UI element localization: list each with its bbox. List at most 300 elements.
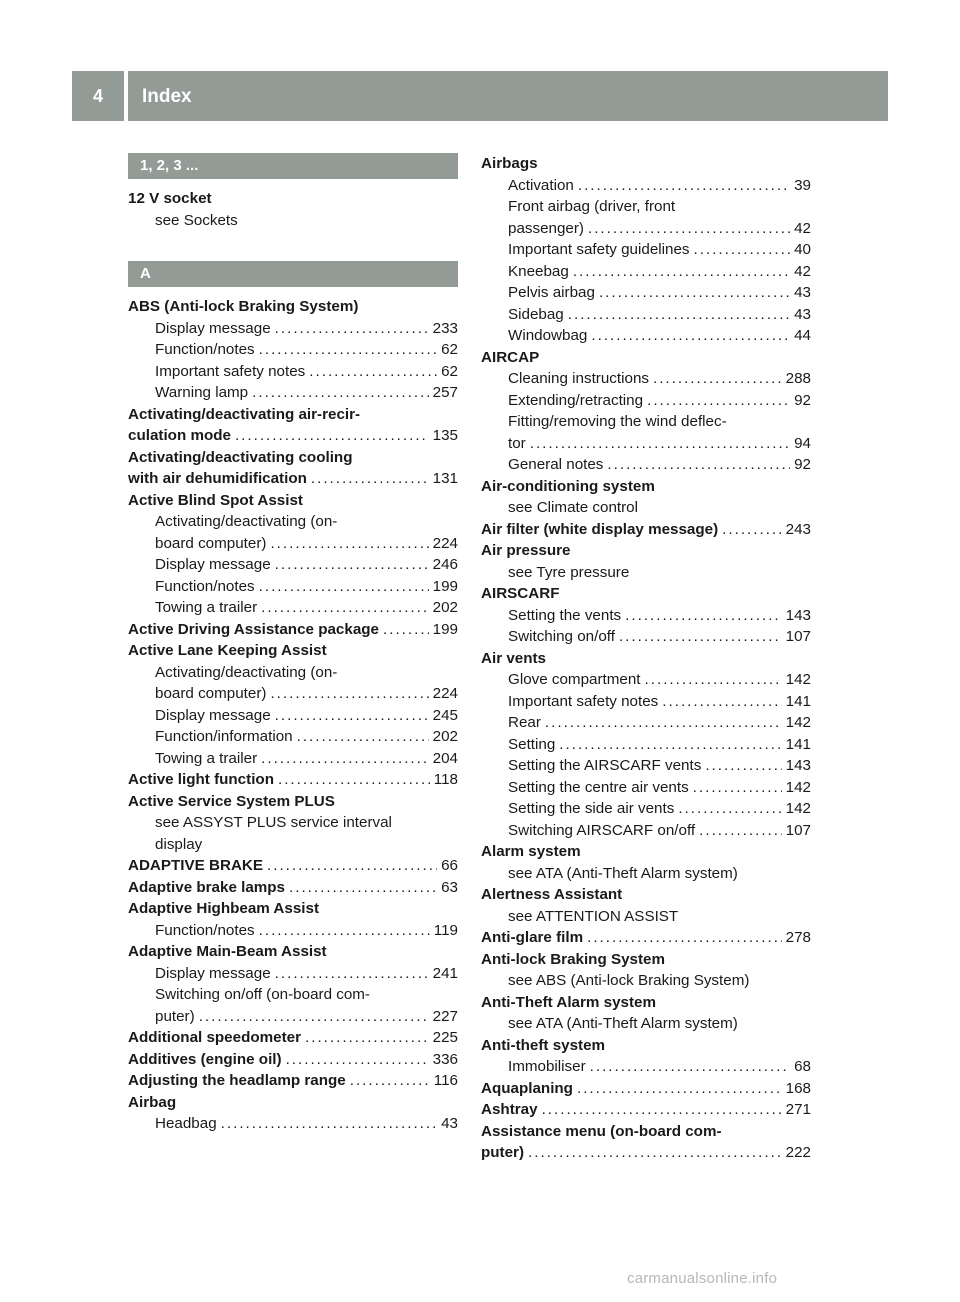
entry-heading-row	[128, 877, 458, 899]
index-entry	[481, 1035, 811, 1078]
subentry-text: Activating/deactivating (on-	[155, 663, 338, 681]
subentry	[481, 626, 811, 648]
page-reference: 168	[785, 1079, 811, 1097]
entry-heading	[128, 1092, 458, 1114]
subentry-row	[508, 282, 811, 304]
entry-heading-text: Ashtray	[481, 1101, 538, 1118]
leader-dots	[259, 576, 429, 598]
page-reference: 94	[794, 434, 811, 452]
index-entry	[128, 1092, 458, 1135]
subentry	[481, 497, 811, 519]
subentry-text: Display message	[155, 964, 271, 982]
subentry-text: Important safety guidelines	[508, 241, 690, 258]
subentry	[481, 1056, 811, 1078]
entry-heading-text: Active light function	[128, 771, 274, 788]
leader-dots	[275, 554, 429, 576]
index-entry	[481, 1121, 811, 1164]
page-reference: 43	[441, 1115, 458, 1132]
entry-heading	[128, 1027, 458, 1049]
entry-heading	[128, 898, 458, 920]
subentry-text: Towing a trailer	[155, 599, 258, 616]
subentry	[481, 304, 811, 326]
subentry-row	[508, 820, 811, 842]
entry-heading-text: Activating/deactivating cooling	[128, 448, 353, 466]
leader-dots	[305, 1027, 429, 1049]
subentry	[481, 820, 811, 842]
leader-dots	[383, 619, 429, 641]
subentry	[481, 970, 811, 992]
leader-dots	[545, 712, 782, 734]
subentry-text: Cleaning instructions	[508, 370, 649, 387]
subentry-row	[508, 1056, 811, 1078]
entry-heading-text: ADAPTIVE BRAKE	[128, 857, 264, 874]
subentry-text: see Sockets	[155, 211, 238, 229]
entry-heading-text: Additional speedometer	[128, 1029, 301, 1046]
page-reference: 42	[794, 219, 811, 237]
subentry	[481, 755, 811, 777]
subentry	[128, 705, 458, 727]
page-reference: 116	[433, 1072, 458, 1089]
subentry-text: Setting the side air vents	[508, 800, 675, 817]
subentry-text: see ATTENTION ASSIST	[508, 907, 679, 925]
index-entry	[128, 941, 458, 1027]
entry-heading-row	[128, 468, 458, 490]
page-reference: 68	[794, 1058, 811, 1075]
page-reference: 141	[785, 692, 811, 710]
index-entry	[128, 769, 458, 791]
page-reference: 202	[432, 599, 458, 616]
subentry-row	[508, 325, 811, 347]
entry-heading-text: Additives (engine oil)	[128, 1050, 282, 1068]
subentry-text: Activation	[508, 176, 574, 194]
leader-dots	[297, 726, 429, 748]
index-entry	[128, 791, 458, 856]
page-reference: 43	[794, 305, 811, 323]
leader-dots	[591, 325, 790, 347]
entry-heading-row	[128, 1070, 458, 1092]
subentry-text: Switching on/off	[508, 628, 615, 645]
subentry-row	[155, 318, 458, 340]
subentry-row	[508, 777, 811, 799]
index-entry	[481, 992, 811, 1035]
entry-heading-row	[481, 519, 811, 541]
subentry-text: Extending/retracting	[508, 391, 644, 409]
leader-dots	[693, 777, 782, 799]
entry-heading	[481, 1035, 811, 1057]
page-reference: 107	[785, 821, 811, 839]
page-reference: 222	[785, 1144, 811, 1161]
leader-dots	[578, 175, 790, 197]
subentry-text: Towing a trailer	[155, 749, 258, 767]
entry-heading-text: 12 V socket	[128, 190, 212, 207]
subentry-row	[508, 605, 811, 627]
header-divider	[124, 71, 128, 121]
leader-dots	[289, 877, 437, 899]
leader-dots	[270, 533, 428, 555]
subentry	[481, 777, 811, 799]
entry-heading-row	[481, 1142, 811, 1164]
entry-heading	[128, 1049, 458, 1071]
page-reference: 288	[785, 370, 811, 387]
leader-dots	[309, 361, 437, 383]
page-reference: 119	[433, 921, 458, 939]
leader-dots	[275, 705, 429, 727]
leader-dots	[625, 605, 782, 627]
entry-heading-text: Alertness Assistant	[481, 886, 623, 903]
subentry-row	[155, 339, 458, 361]
index-entry	[128, 1027, 458, 1049]
leader-dots	[252, 382, 429, 404]
entry-heading-text: Anti-lock Braking System	[481, 950, 665, 968]
entry-heading-text: Active Driving Assistance package	[128, 620, 379, 638]
leader-dots	[699, 820, 782, 842]
page-reference: 143	[785, 757, 811, 774]
page-reference: 143	[785, 606, 811, 624]
entry-heading	[481, 841, 811, 863]
page-reference: 42	[794, 262, 811, 280]
index-entry	[481, 583, 811, 648]
subentry-text: Display message	[155, 706, 271, 724]
subentry-text: Headbag	[155, 1115, 217, 1132]
subentry-text: Function/notes	[155, 577, 255, 595]
entry-heading-text: Activating/deactivating air-recir-	[128, 405, 361, 423]
entry-heading-text: Active Service System PLUS	[128, 792, 335, 810]
page-reference: 62	[441, 341, 458, 358]
index-entry	[481, 476, 811, 519]
subentry-row	[508, 239, 811, 261]
subentry	[128, 812, 458, 855]
entry-heading-text: AIRSCARF	[481, 585, 560, 602]
page-reference: 40	[794, 241, 811, 258]
subentry-row	[508, 368, 811, 390]
subentry-text: Fitting/removing the wind deflec-	[508, 413, 727, 430]
leader-dots	[261, 597, 429, 619]
index-entry	[128, 877, 458, 899]
leader-dots	[573, 261, 790, 283]
entry-heading	[481, 583, 811, 605]
subentry-text: Setting the vents	[508, 606, 622, 624]
subentry-row	[155, 726, 458, 748]
leader-dots	[259, 339, 437, 361]
leader-dots	[588, 218, 790, 240]
page-reference: 141	[785, 735, 811, 753]
subentry-row	[155, 554, 458, 576]
subentry-row	[508, 218, 811, 240]
subentry-row	[508, 626, 811, 648]
index-entry	[128, 447, 458, 490]
subentry	[481, 390, 811, 412]
entry-heading-text: Adjusting the headlamp range	[128, 1072, 346, 1089]
entry-heading	[481, 347, 811, 369]
page-reference: 336	[432, 1050, 458, 1068]
subentry	[128, 318, 458, 340]
subentry-text: board computer)	[155, 534, 267, 552]
subentry	[128, 1113, 458, 1135]
index-entry	[481, 347, 811, 476]
page-reference: 44	[794, 327, 811, 344]
page-reference: 142	[785, 714, 811, 731]
subentry-text: Important safety notes	[508, 692, 659, 710]
leader-dots	[662, 691, 781, 713]
index-entry	[128, 1070, 458, 1092]
page-reference: 63	[441, 878, 458, 896]
leader-dots	[722, 519, 781, 541]
subentry	[481, 261, 811, 283]
leader-dots	[587, 927, 782, 949]
subentry-text: Activating/deactivating (on-	[155, 513, 338, 530]
page-reference: 39	[794, 176, 811, 194]
subentry	[128, 984, 458, 1027]
leader-dots	[311, 468, 429, 490]
entry-heading-text: Anti-glare film	[481, 929, 584, 946]
subentry-row	[155, 920, 458, 942]
entry-heading-row	[128, 1049, 458, 1071]
leader-dots	[275, 963, 429, 985]
entry-heading-text: Adaptive brake lamps	[128, 878, 285, 896]
subentry	[481, 669, 811, 691]
subentry-text: tor	[508, 434, 526, 452]
subentry-text: board computer)	[155, 685, 267, 702]
entry-heading	[481, 927, 811, 949]
entry-heading	[128, 188, 458, 210]
subentry	[128, 576, 458, 598]
leader-dots	[286, 1049, 429, 1071]
entry-heading-text: Air vents	[481, 649, 546, 667]
subentry-text: Important safety notes	[155, 362, 306, 380]
subentry-row	[508, 261, 811, 283]
leader-dots	[559, 734, 781, 756]
subentry-text: see ATA (Anti-Theft Alarm system)	[508, 864, 738, 882]
entry-heading-row	[481, 1078, 811, 1100]
page-reference: 271	[785, 1101, 811, 1118]
subentry	[128, 554, 458, 576]
index-entry	[128, 490, 458, 619]
index-column-left	[128, 153, 458, 1135]
subentry-row	[155, 597, 458, 619]
entry-heading	[128, 619, 458, 641]
subentry-row	[155, 1113, 458, 1135]
subentry	[128, 511, 458, 554]
subentry-row	[155, 748, 458, 770]
leader-dots	[350, 1070, 430, 1092]
subentry	[481, 734, 811, 756]
subentry-text: puter)	[155, 1007, 195, 1025]
entry-heading	[481, 476, 811, 498]
subentry-text: Setting the AIRSCARF vents	[508, 757, 702, 774]
subentry-text: Display message	[155, 319, 271, 337]
subentry-text: Function/notes	[155, 341, 255, 358]
subentry	[481, 605, 811, 627]
subentry-row	[508, 433, 811, 455]
subentry-row	[155, 683, 458, 705]
entry-heading-row	[128, 425, 458, 447]
subentry	[128, 920, 458, 942]
subentry-text: Warning lamp	[155, 384, 249, 401]
entry-heading-text: puter)	[481, 1144, 525, 1161]
subentry	[481, 196, 811, 239]
subentry-text: Function/notes	[155, 921, 255, 939]
entry-heading	[481, 519, 811, 541]
page-reference: 199	[432, 620, 458, 638]
entry-heading	[128, 447, 458, 490]
entry-heading	[481, 540, 811, 562]
page-reference: 225	[432, 1029, 458, 1046]
page-reference: 107	[785, 628, 811, 645]
leader-dots	[653, 368, 782, 390]
entry-heading-text: ABS (Anti-lock Braking System)	[128, 298, 359, 315]
subentry-text: General notes	[508, 456, 604, 473]
subentry	[481, 863, 811, 885]
leader-dots	[645, 669, 782, 691]
subentry-row	[155, 382, 458, 404]
entry-heading-text: Airbags	[481, 155, 538, 172]
index-entry	[481, 648, 811, 842]
index-entry	[481, 841, 811, 884]
subentry	[481, 454, 811, 476]
leader-dots	[568, 304, 790, 326]
entry-heading-text: Assistance menu (on-board com-	[481, 1122, 722, 1140]
subentry-text: Sidebag	[508, 305, 564, 323]
subentry	[481, 282, 811, 304]
index-entry	[128, 1049, 458, 1071]
entry-heading-row	[128, 1027, 458, 1049]
entry-heading	[481, 1099, 811, 1121]
index-entry	[481, 1099, 811, 1121]
subentry	[481, 239, 811, 261]
leader-dots	[542, 1099, 782, 1121]
subentry-row	[508, 454, 811, 476]
page-reference: 142	[785, 671, 811, 688]
page-reference: 204	[432, 749, 458, 767]
subentry	[128, 963, 458, 985]
subentry-text: see ABS (Anti-lock Braking System)	[508, 972, 750, 989]
leader-dots	[619, 626, 782, 648]
entry-heading	[128, 640, 458, 662]
index-entry	[481, 949, 811, 992]
subentry-row	[155, 533, 458, 555]
index-entry	[481, 927, 811, 949]
page-reference: 245	[432, 706, 458, 724]
subentry	[481, 691, 811, 713]
subentry-text: Windowbag	[508, 327, 588, 344]
page-reference: 241	[432, 964, 458, 982]
page-reference: 92	[794, 391, 811, 409]
page-reference: 224	[432, 685, 458, 702]
page-reference: 278	[785, 929, 811, 946]
entry-heading	[481, 884, 811, 906]
subentry	[481, 562, 811, 584]
entry-heading-text: culation mode	[128, 427, 231, 444]
subentry-row	[508, 390, 811, 412]
leader-dots	[577, 1078, 782, 1100]
entry-heading	[481, 153, 811, 175]
subentry-text: Pelvis airbag	[508, 284, 595, 301]
page-reference: 118	[433, 771, 458, 788]
watermark: carmanualsonline.info	[627, 1270, 778, 1287]
subentry-text: see ASSYST PLUS service interval	[155, 814, 392, 831]
subentry-text: Setting the centre air vents	[508, 778, 689, 796]
subentry	[128, 210, 458, 232]
page-reference: 131	[432, 470, 458, 487]
entry-heading-row	[128, 619, 458, 641]
entry-heading-text: AIRCAP	[481, 348, 540, 366]
entry-heading-row	[128, 769, 458, 791]
entry-heading	[128, 941, 458, 963]
entry-heading-text: Anti-theft system	[481, 1036, 606, 1054]
page-reference: 224	[432, 534, 458, 552]
entry-heading-row	[481, 1099, 811, 1121]
entry-heading-text: Alarm system	[481, 843, 581, 860]
subentry-text: Function/information	[155, 728, 293, 745]
subentry-row	[155, 963, 458, 985]
page-reference: 142	[785, 778, 811, 796]
subentry	[128, 382, 458, 404]
page-reference: 257	[432, 384, 458, 401]
subentry-row	[508, 755, 811, 777]
subentry	[128, 339, 458, 361]
entry-heading-text: Active Blind Spot Assist	[128, 491, 303, 509]
subentry-text: Rear	[508, 714, 541, 731]
subentry-text: Setting	[508, 735, 556, 753]
entry-heading	[128, 490, 458, 512]
entry-heading	[481, 648, 811, 670]
page-reference: 246	[432, 556, 458, 573]
subentry-text: see Climate control	[508, 499, 638, 516]
subentry-row	[508, 175, 811, 197]
subentry	[128, 726, 458, 748]
index-column-right	[481, 153, 811, 1164]
entry-heading-text: Airbag	[128, 1093, 177, 1111]
page-number: 4	[92, 85, 103, 106]
entry-heading-row	[128, 855, 458, 877]
entry-heading-text: Anti-Theft Alarm system	[481, 993, 656, 1011]
entry-heading	[128, 404, 458, 447]
entry-heading-text: Aquaplaning	[481, 1079, 573, 1097]
index-entry	[481, 153, 811, 347]
subentry-text: Switching AIRSCARF on/off	[508, 821, 696, 839]
index-entry	[481, 540, 811, 583]
subentry-text: Switching on/off (on-board com-	[155, 986, 370, 1003]
leader-dots	[221, 1113, 437, 1135]
entry-heading	[481, 992, 811, 1014]
subentry	[128, 597, 458, 619]
subentry-row	[155, 1006, 458, 1028]
index-entry	[481, 1078, 811, 1100]
leader-dots	[235, 425, 429, 447]
subentry	[481, 1013, 811, 1035]
index-entry	[481, 884, 811, 927]
subentry	[128, 361, 458, 383]
page-header	[72, 71, 888, 121]
subentry	[481, 175, 811, 197]
leader-dots	[607, 454, 790, 476]
leader-dots	[267, 855, 437, 877]
leader-dots	[199, 1006, 429, 1028]
leader-dots	[270, 683, 428, 705]
subentry	[128, 662, 458, 705]
page-reference: 199	[432, 577, 458, 595]
entry-heading-text: Air filter (white display message)	[481, 520, 719, 538]
subentry-text: display	[155, 835, 203, 853]
section-header: 1, 2, 3 ...	[128, 153, 458, 179]
subentry-row	[508, 691, 811, 713]
index-entry	[128, 855, 458, 877]
subentry-text: Glove compartment	[508, 671, 641, 688]
page-title: Index	[142, 86, 192, 107]
entry-heading	[128, 855, 458, 877]
subentry-row	[508, 712, 811, 734]
entry-heading-text: Adaptive Main-Beam Assist	[128, 943, 327, 960]
